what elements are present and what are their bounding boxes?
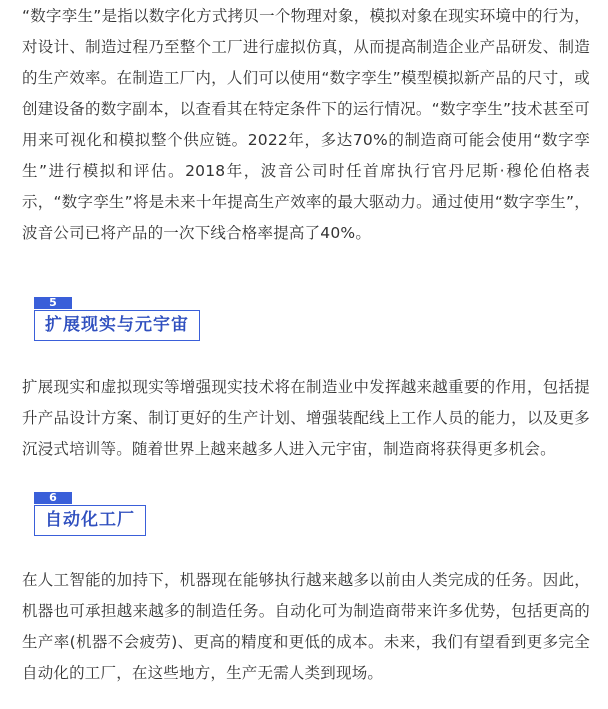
section-title: 扩展现实与元宇宙 bbox=[34, 310, 200, 341]
paragraph-extended-reality: 扩展现实和虚拟现实等增强现实技术将在制造业中发挥越来越重要的作用，包括提升产品设计方案、制订更好的生产计划、增强装配线上工作人员的能力，以及更多沉浸式培训等。随着世界上越来越多人进入元宇宙，制造商将获得更多机会。 bbox=[22, 378, 590, 458]
section-title: 自动化工厂 bbox=[34, 505, 146, 536]
section-number-badge: 5 bbox=[34, 297, 72, 309]
paragraph-automation: 在人工智能的加持下，机器现在能够执行越来越多以前由人类完成的任务。因此，机器也可承担越来越多的制造任务。自动化可为制造商带来许多优势，包括更高的生产率(机器不会疲劳)、更高的精度和更低的成本。未来，我们有望看到更多完全自动化的工厂，在这些地方，生产无需人类到现场。 bbox=[22, 571, 590, 682]
section-number-badge: 6 bbox=[34, 492, 72, 504]
paragraph-digital-twin: “数字孪生”是指以数字化方式拷贝一个物理对象，模拟对象在现实环境中的行为，对设计、制造过程乃至整个工厂进行虚拟仿真，从而提高制造企业产品研发、制造的生产效率。在制造工厂内，人们可以使用“数字孪生”模型模拟新产品的尺寸，或创建设备的数字副本，以查看其在特定条件下的运行情况。“数字孪生”技术甚至可用来可视化和模拟整个供应链。2022年，多达70%的制造商可能会使用“数字孪生”进行模拟和评估。2018年，波音公司时任首席执行官丹尼斯·穆伦伯格表示，“数字孪生”将是未来十年提高生产效率的最大驱动力。通过使用“数字孪生”，波音公司已将产品的一次下线合格率提高了40%。 bbox=[22, 7, 590, 242]
